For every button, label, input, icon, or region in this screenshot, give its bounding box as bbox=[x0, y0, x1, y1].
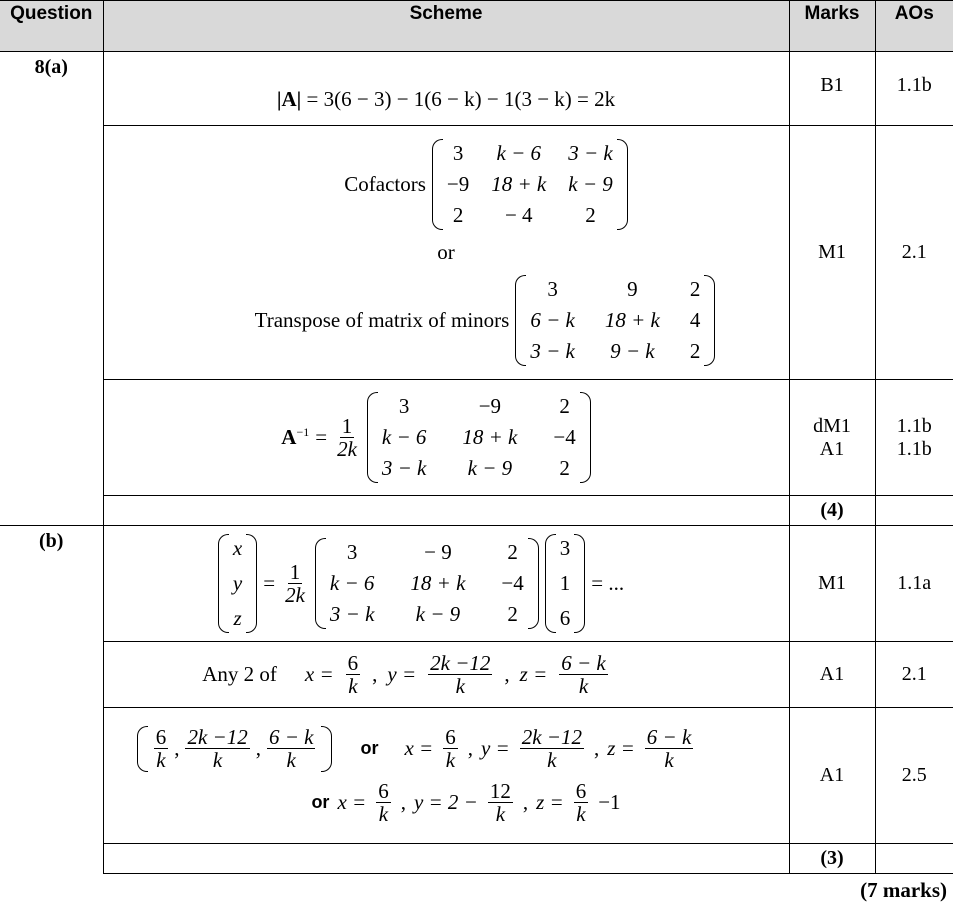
vector-rhs-grid bbox=[556, 534, 575, 633]
solve-fraction: $\frac{1}{2k}$ bbox=[283, 561, 307, 606]
a-row-inverse bbox=[0, 380, 953, 496]
determinant-expression bbox=[103, 52, 789, 126]
matrix-cell: 3 bbox=[560, 536, 571, 561]
ao-a1: 1.1b bbox=[875, 52, 953, 126]
mark-b3: A1 bbox=[789, 708, 875, 844]
any2-y-frac: $\frac{2k -12}{k}$ bbox=[428, 652, 492, 697]
matrix-cell: 3 bbox=[453, 141, 464, 166]
matrix-cell: −9 bbox=[479, 394, 501, 419]
matrix-cell: 2 bbox=[585, 203, 596, 228]
matrix-cell: − 9 bbox=[424, 540, 452, 565]
b-row-solve bbox=[0, 526, 953, 642]
any2-y-lhs: y = bbox=[387, 662, 416, 687]
mark-a2: M1 bbox=[789, 126, 875, 380]
final-block bbox=[103, 708, 789, 844]
inverse-matrix bbox=[367, 392, 591, 483]
ao-b3: 2.5 bbox=[875, 708, 953, 844]
a-row-determinant bbox=[0, 52, 953, 126]
cofactors-label: Cofactors bbox=[344, 172, 426, 197]
minors-label: Transpose of matrix of minors bbox=[255, 308, 510, 333]
matrix-cell: 6 − k bbox=[530, 308, 575, 333]
matrix-cell: z bbox=[233, 606, 241, 631]
matrix-cell: 18 + k bbox=[491, 172, 546, 197]
header-row bbox=[0, 1, 953, 52]
matrix-cell: x bbox=[233, 536, 242, 561]
matrix-cell: 6 bbox=[560, 606, 571, 631]
or-text-2: or bbox=[311, 792, 329, 813]
matrix-cell: k − 9 bbox=[568, 172, 613, 197]
matrix-cell: 18 + k bbox=[462, 425, 517, 450]
question-label-b: (b) bbox=[0, 526, 103, 874]
inverse-line bbox=[84, 392, 789, 483]
matrix-cell: 2 bbox=[559, 394, 570, 419]
matrix-cell: 2 bbox=[453, 203, 464, 228]
mark-b2: A1 bbox=[789, 642, 875, 708]
mark-a3-2: A1 bbox=[790, 438, 875, 461]
mark-b1: M1 bbox=[789, 526, 875, 642]
vector-xyz-grid bbox=[229, 534, 246, 633]
matrix-cell: 18 + k bbox=[605, 308, 660, 333]
ao-a2: 2.1 bbox=[875, 126, 953, 380]
matrix-cell: 3 − k bbox=[382, 456, 427, 481]
matrix-cell: 18 + k bbox=[410, 571, 465, 596]
any2-z-lhs: z = bbox=[520, 662, 548, 687]
b-row-final bbox=[0, 708, 953, 844]
cofactors-block bbox=[103, 126, 789, 380]
inverse-block bbox=[103, 380, 789, 496]
inverse-fraction: $\frac{1}{2k}$ bbox=[335, 415, 359, 460]
matrix-cell: −4 bbox=[501, 571, 523, 596]
solve-eq: = bbox=[263, 571, 275, 596]
mark-a3-1: dM1 bbox=[790, 415, 875, 438]
matrix-cell: 2 bbox=[507, 540, 518, 565]
grand-total: (7 marks) bbox=[860, 878, 947, 903]
total-a: (4) bbox=[789, 496, 875, 526]
mark-a1: B1 bbox=[789, 52, 875, 126]
header-marks: Marks bbox=[789, 1, 875, 52]
matrix-cell: −9 bbox=[447, 172, 469, 197]
matrix-cell: 2 bbox=[507, 602, 518, 627]
or-text: or bbox=[104, 240, 789, 265]
ao-a3-1: 1.1b bbox=[876, 415, 953, 438]
final-line-1: $\frac{6}{k}$ , $\frac{2k -12}{k}$ , $\frac{6 - k}{k}$ or x = $\frac{6}{k}$ , y = $\frac{2k -12}{k}$ , z = $\frac{6 - k}{k}$ bbox=[44, 726, 789, 771]
any2-block: Any 2 of x = $\frac{6}{k}$ , y = $\frac{2k -12}{k}$ , z = $\frac{6 - k}{k}$ bbox=[103, 642, 789, 708]
header-question: Question bbox=[0, 1, 103, 52]
matrix-cell: 3 bbox=[399, 394, 410, 419]
det-lhs: |A| bbox=[277, 87, 301, 111]
or-text-1: or bbox=[360, 738, 378, 759]
ao-b2: 2.1 bbox=[875, 642, 953, 708]
solve-block bbox=[103, 526, 789, 642]
cofactors-matrix bbox=[432, 139, 628, 230]
header-aos: AOs bbox=[875, 1, 953, 52]
matrix-cell: 3 − k bbox=[530, 339, 575, 364]
final-line-2: or x = $\frac{6}{k}$ , y = 2 − $\frac{12}{k}$ , z = $\frac{6}{k}$ −1 bbox=[144, 780, 789, 825]
a-row-total bbox=[0, 496, 953, 526]
minors-matrix bbox=[515, 275, 715, 366]
point-tuple: $\frac{6}{k}$ , $\frac{2k -12}{k}$ , $\frac{6 - k}{k}$ bbox=[137, 726, 333, 771]
matrix-cell: 2 bbox=[690, 277, 701, 302]
matrix-cell: 2 bbox=[690, 339, 701, 364]
matrix-cell: 9 − k bbox=[610, 339, 655, 364]
any2-prefix: Any 2 of bbox=[202, 662, 277, 687]
vector-xyz bbox=[218, 534, 257, 633]
matrix-cell: k − 6 bbox=[382, 425, 427, 450]
matrix-cell: k − 6 bbox=[497, 141, 542, 166]
matrix-cell: 3 − k bbox=[330, 602, 375, 627]
ao-a3 bbox=[875, 380, 953, 496]
cofactors-grid bbox=[443, 139, 617, 230]
minors-line bbox=[182, 275, 789, 366]
matrix-cell: k − 6 bbox=[330, 571, 375, 596]
solve-matrix bbox=[315, 538, 539, 629]
matrix-cell: 4 bbox=[690, 308, 701, 333]
total-b: (3) bbox=[789, 844, 875, 874]
inverse-grid bbox=[378, 392, 580, 483]
any2-z-frac: $\frac{6 - k}{k}$ bbox=[559, 652, 608, 697]
question-label-8a: 8(a) bbox=[0, 52, 103, 526]
matrix-cell: 3 − k bbox=[568, 141, 613, 166]
solve-line bbox=[54, 534, 789, 633]
minors-grid bbox=[526, 275, 704, 366]
inverse-lhs: A bbox=[281, 425, 296, 449]
matrix-cell: y bbox=[233, 571, 242, 596]
matrix-cell: − 4 bbox=[505, 203, 533, 228]
solve-grid bbox=[326, 538, 528, 629]
matrix-cell: 3 bbox=[547, 277, 558, 302]
matrix-cell: k − 9 bbox=[468, 456, 513, 481]
inverse-eq: = bbox=[315, 425, 327, 450]
matrix-cell: 1 bbox=[560, 571, 571, 596]
b-row-any2 bbox=[0, 642, 953, 708]
mark-a3 bbox=[789, 380, 875, 496]
header-scheme: Scheme bbox=[103, 1, 789, 52]
matrix-cell: k − 9 bbox=[416, 602, 461, 627]
b-row-total bbox=[0, 844, 953, 874]
inverse-sup: −1 bbox=[296, 425, 309, 439]
any2-x-lhs: x = bbox=[305, 662, 334, 687]
det-rhs: = 3(6 − 3) − 1(6 − k) − 1(3 − k) = 2k bbox=[301, 87, 615, 111]
matrix-cell: 2 bbox=[559, 456, 570, 481]
any2-x-frac: $\frac{6}{k}$ bbox=[346, 652, 361, 697]
a-row-cofactors bbox=[0, 126, 953, 380]
cofactors-line bbox=[184, 139, 789, 230]
ao-a3-2: 1.1b bbox=[876, 438, 953, 461]
ao-b1: 1.1a bbox=[875, 526, 953, 642]
matrix-cell: 9 bbox=[627, 277, 638, 302]
matrix-cell: −4 bbox=[553, 425, 575, 450]
vector-rhs bbox=[545, 534, 586, 633]
matrix-cell: 3 bbox=[347, 540, 358, 565]
solve-tail: = ... bbox=[591, 571, 624, 596]
